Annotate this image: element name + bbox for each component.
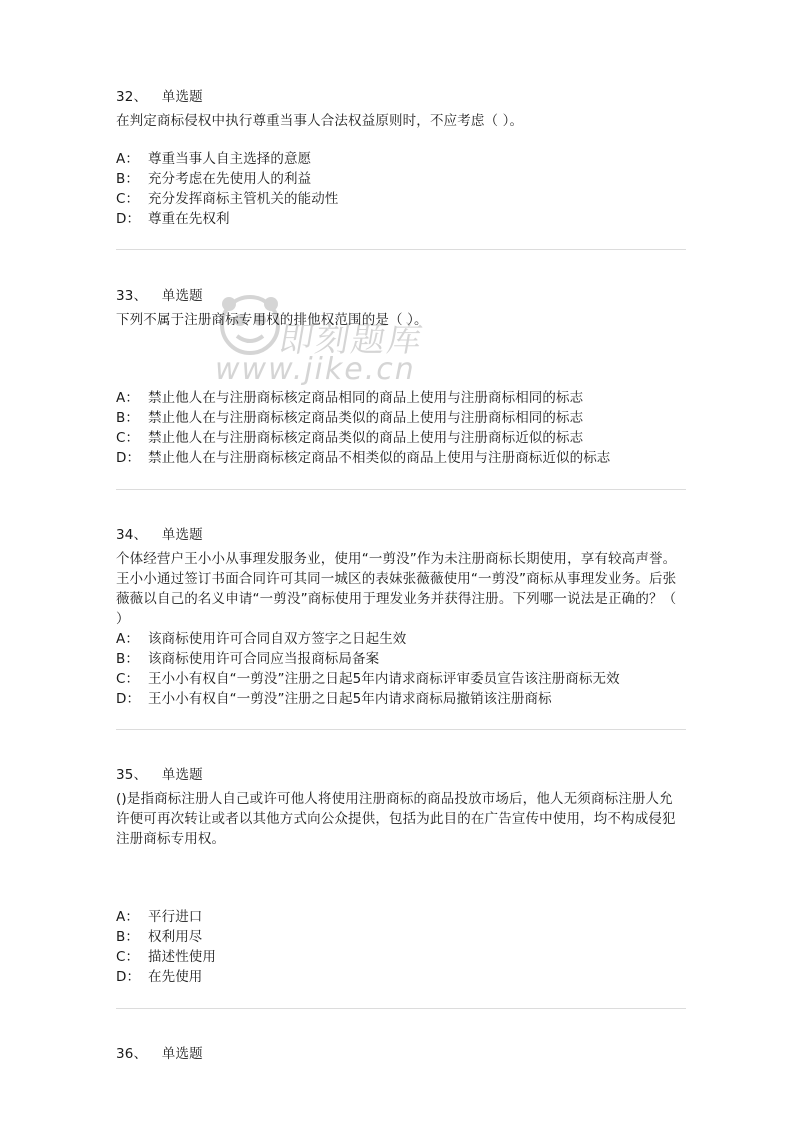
options-list xyxy=(116,149,686,229)
option-b: B： 禁止他人在与注册商标核定商品类似的商品上使用与注册商标相同的标志 xyxy=(116,410,584,426)
question-35 xyxy=(116,765,686,985)
option-c: C： 充分发挥商标主管机关的能动性 xyxy=(116,191,339,207)
question-number: 34、 xyxy=(116,527,148,543)
option-a: A： 禁止他人在与注册商标核定商品相同的商品上使用与注册商标相同的标志 xyxy=(116,390,584,406)
question-stem: 下列不属于注册商标专用权的排他权范围的是（ ）。 xyxy=(116,312,428,328)
option-c: C： 禁止他人在与注册商标核定商品类似的商品上使用与注册商标近似的标志 xyxy=(116,430,584,446)
watermark-brand: 即刻题库 xyxy=(275,320,427,360)
option-a: A： 平行进口 xyxy=(116,909,203,925)
question-type: 单选题 xyxy=(161,767,203,783)
divider xyxy=(116,249,686,250)
option-c: C： 王小小有权自“一剪没”注册之日起5年内请求商标评审委员宣告该注册商标无效 xyxy=(116,671,620,687)
question-number: 36、 xyxy=(116,1046,148,1062)
question-header xyxy=(116,87,686,107)
question-header xyxy=(116,286,686,306)
question-type: 单选题 xyxy=(161,288,203,304)
question-type: 单选题 xyxy=(161,89,203,105)
option-b: B： 该商标使用许可合同应当报商标局备案 xyxy=(116,651,380,667)
option-b: B： 充分考虑在先使用人的利益 xyxy=(116,171,312,187)
question-stem: ()是指商标注册人自己或许可他人将使用注册商标的商品投放市场后，他人无须商标注册人允许便可再次转让或者以其他方式向公众提供，包括为此目的在广告宣传中使用，均不构成侵犯注册商标专用权。 xyxy=(116,791,676,847)
divider xyxy=(116,729,686,730)
options-list xyxy=(116,907,686,987)
option-a: A： 尊重当事人自主选择的意愿 xyxy=(116,151,312,167)
option-a: A： 该商标使用许可合同自双方签字之日起生效 xyxy=(116,631,407,647)
divider xyxy=(116,489,686,490)
question-type: 单选题 xyxy=(161,527,203,543)
question-36 xyxy=(116,1044,686,1068)
divider xyxy=(116,1008,686,1009)
question-header xyxy=(116,525,686,545)
question-34 xyxy=(116,525,686,707)
option-b: B： 权利用尽 xyxy=(116,929,203,945)
question-number: 32、 xyxy=(116,89,148,105)
option-d: D： 王小小有权自“一剪没”注册之日起5年内请求商标局撤销该注册商标 xyxy=(116,691,552,707)
question-header xyxy=(116,765,686,785)
options-list xyxy=(116,629,686,709)
options-list xyxy=(116,388,686,468)
option-d: D： 在先使用 xyxy=(116,969,203,985)
question-stem: 个体经营户王小小从事理发服务业，使用“一剪没”作为未注册商标长期使用，享有较高声誉。王小小通过签订书面合同许可其同一城区的表妹张薇薇使用“一剪没”商标从事理发业务。后张薇薇以自己的名义申请“一剪没”商标使用于理发业务并获得注册。下列哪一说法是正确的？（ ） xyxy=(116,551,677,627)
question-type: 单选题 xyxy=(161,1046,203,1062)
option-d: D： 禁止他人在与注册商标核定商品不相类似的商品上使用与注册商标近似的标志 xyxy=(116,450,611,466)
question-number: 33、 xyxy=(116,288,148,304)
question-32 xyxy=(116,87,686,227)
question-number: 35、 xyxy=(116,767,148,783)
option-c: C： 描述性使用 xyxy=(116,949,216,965)
question-header xyxy=(116,1044,686,1064)
option-d: D： 尊重在先权利 xyxy=(116,211,230,227)
question-stem: 在判定商标侵权中执行尊重当事人合法权益原则时，不应考虑（ ）。 xyxy=(116,113,524,129)
watermark-url: www.jike.cn xyxy=(215,352,416,387)
